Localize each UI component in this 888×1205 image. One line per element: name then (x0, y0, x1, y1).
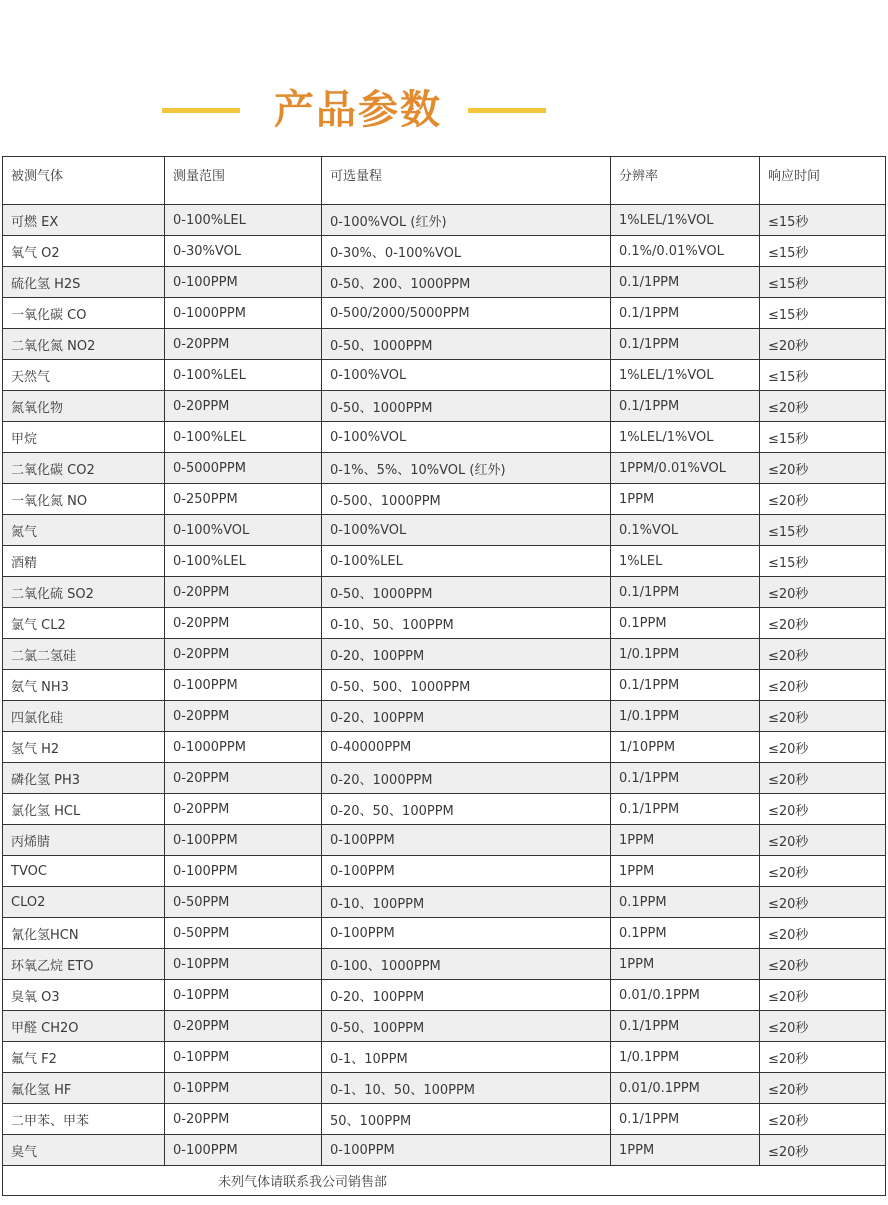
cell-response-time: ≤15秒 (760, 515, 886, 546)
cell-optional-range: 0-20、100PPM (322, 701, 611, 732)
cell-response-time: ≤20秒 (760, 794, 886, 825)
cell-response-time: ≤20秒 (760, 608, 886, 639)
cell-response-time: ≤20秒 (760, 1011, 886, 1042)
cell-measure-range: 0-20PPM (165, 701, 322, 732)
cell-measure-range: 0-100%VOL (165, 515, 322, 546)
cell-response-time: ≤20秒 (760, 391, 886, 422)
cell-response-time: ≤15秒 (760, 360, 886, 391)
cell-response-time: ≤15秒 (760, 298, 886, 329)
cell-measure-range: 0-100PPM (165, 670, 322, 701)
cell-gas: 一氧化氮 NO (3, 484, 165, 515)
cell-optional-range: 0-50、100PPM (322, 1011, 611, 1042)
cell-gas: 丙烯腈 (3, 825, 165, 856)
cell-optional-range: 0-100PPM (322, 918, 611, 949)
table-row (3, 298, 886, 329)
cell-resolution: 0.1/1PPM (611, 1104, 760, 1135)
cell-gas: 氢气 H2 (3, 732, 165, 763)
cell-response-time: ≤20秒 (760, 1073, 886, 1104)
footer-note: 未列气体请联系我公司销售部 (3, 1166, 886, 1196)
cell-resolution: 1PPM (611, 1135, 760, 1166)
cell-optional-range: 0-20、100PPM (322, 980, 611, 1011)
header-optional-range: 可选量程 (322, 157, 611, 205)
cell-resolution: 0.1PPM (611, 887, 760, 918)
table-row (3, 546, 886, 577)
cell-response-time: ≤20秒 (760, 577, 886, 608)
cell-optional-range: 0-100%LEL (322, 546, 611, 577)
cell-optional-range: 0-20、50、100PPM (322, 794, 611, 825)
table-row (3, 856, 886, 887)
cell-resolution: 1%LEL (611, 546, 760, 577)
cell-resolution: 0.1%VOL (611, 515, 760, 546)
cell-optional-range: 0-50、200、1000PPM (322, 267, 611, 298)
cell-resolution: 1/10PPM (611, 732, 760, 763)
header-measure-range: 测量范围 (165, 157, 322, 205)
header-gas: 被测气体 (3, 157, 165, 205)
cell-resolution: 1%LEL/1%VOL (611, 422, 760, 453)
page-title: 产品参数 (274, 86, 442, 133)
table-row (3, 422, 886, 453)
cell-resolution: 1%LEL/1%VOL (611, 360, 760, 391)
cell-resolution: 1/0.1PPM (611, 701, 760, 732)
cell-optional-range: 0-1、10PPM (322, 1042, 611, 1073)
cell-resolution: 0.1/1PPM (611, 763, 760, 794)
cell-measure-range: 0-100%LEL (165, 205, 322, 236)
cell-resolution: 0.1/1PPM (611, 298, 760, 329)
table-row (3, 794, 886, 825)
cell-optional-range: 0-100PPM (322, 825, 611, 856)
cell-gas: 二氧化氮 NO2 (3, 329, 165, 360)
cell-gas: 环氧乙烷 ETO (3, 949, 165, 980)
cell-response-time: ≤20秒 (760, 1042, 886, 1073)
cell-optional-range: 0-500/2000/5000PPM (322, 298, 611, 329)
cell-response-time: ≤15秒 (760, 422, 886, 453)
cell-gas: 氟化氢 HF (3, 1073, 165, 1104)
cell-optional-range: 0-50、500、1000PPM (322, 670, 611, 701)
cell-resolution: 0.1PPM (611, 918, 760, 949)
cell-measure-range: 0-20PPM (165, 391, 322, 422)
table-row (3, 1073, 886, 1104)
cell-gas: 四氯化硅 (3, 701, 165, 732)
cell-response-time: ≤15秒 (760, 267, 886, 298)
cell-optional-range: 0-40000PPM (322, 732, 611, 763)
table-row (3, 701, 886, 732)
cell-optional-range: 0-100、1000PPM (322, 949, 611, 980)
cell-optional-range: 0-10、50、100PPM (322, 608, 611, 639)
table-row (3, 763, 886, 794)
cell-optional-range: 0-1%、5%、10%VOL (红外) (322, 453, 611, 484)
table-row (3, 1011, 886, 1042)
cell-optional-range: 0-20、1000PPM (322, 763, 611, 794)
cell-gas: 酒精 (3, 546, 165, 577)
cell-measure-range: 0-10PPM (165, 1042, 322, 1073)
cell-optional-range: 0-100%VOL (红外) (322, 205, 611, 236)
cell-gas: 臭氧 O3 (3, 980, 165, 1011)
cell-gas: 甲烷 (3, 422, 165, 453)
cell-resolution: 1PPM (611, 856, 760, 887)
cell-gas: 二氯二氢硅 (3, 639, 165, 670)
table-row (3, 949, 886, 980)
cell-gas: 二氧化碳 CO2 (3, 453, 165, 484)
cell-measure-range: 0-50PPM (165, 887, 322, 918)
cell-measure-range: 0-20PPM (165, 763, 322, 794)
cell-measure-range: 0-100%LEL (165, 360, 322, 391)
cell-resolution: 0.1/1PPM (611, 1011, 760, 1042)
cell-resolution: 0.1/1PPM (611, 329, 760, 360)
cell-resolution: 0.1/1PPM (611, 391, 760, 422)
cell-response-time: ≤20秒 (760, 1104, 886, 1135)
table-row (3, 1042, 886, 1073)
table-row (3, 918, 886, 949)
cell-measure-range: 0-100PPM (165, 1135, 322, 1166)
cell-measure-range: 0-20PPM (165, 1011, 322, 1042)
cell-response-time: ≤20秒 (760, 918, 886, 949)
cell-optional-range: 0-50、1000PPM (322, 329, 611, 360)
table-row (3, 236, 886, 267)
title-decoration-right (468, 108, 546, 113)
product-parameters-table (2, 156, 886, 1196)
header-resolution: 分辨率 (611, 157, 760, 205)
table-row (3, 670, 886, 701)
table-row (3, 515, 886, 546)
cell-gas: 二甲苯、甲苯 (3, 1104, 165, 1135)
cell-resolution: 1PPM/0.01%VOL (611, 453, 760, 484)
cell-optional-range: 0-50、1000PPM (322, 577, 611, 608)
cell-gas: 硫化氢 H2S (3, 267, 165, 298)
cell-gas: 氧气 O2 (3, 236, 165, 267)
cell-gas: TVOC (3, 856, 165, 887)
table-row (3, 1135, 886, 1166)
cell-gas: 氯化氢 HCL (3, 794, 165, 825)
cell-measure-range: 0-20PPM (165, 329, 322, 360)
cell-resolution: 0.1PPM (611, 608, 760, 639)
cell-measure-range: 0-1000PPM (165, 732, 322, 763)
cell-response-time: ≤20秒 (760, 825, 886, 856)
cell-response-time: ≤20秒 (760, 701, 886, 732)
cell-measure-range: 0-100%LEL (165, 422, 322, 453)
cell-gas: 天然气 (3, 360, 165, 391)
cell-response-time: ≤20秒 (760, 670, 886, 701)
cell-measure-range: 0-50PPM (165, 918, 322, 949)
cell-gas: 可燃 EX (3, 205, 165, 236)
table-row (3, 608, 886, 639)
cell-optional-range: 0-50、1000PPM (322, 391, 611, 422)
cell-measure-range: 0-20PPM (165, 1104, 322, 1135)
cell-optional-range: 0-1、10、50、100PPM (322, 1073, 611, 1104)
cell-response-time: ≤20秒 (760, 732, 886, 763)
cell-measure-range: 0-30%VOL (165, 236, 322, 267)
cell-response-time: ≤20秒 (760, 856, 886, 887)
table-row (3, 732, 886, 763)
cell-resolution: 1%LEL/1%VOL (611, 205, 760, 236)
cell-gas: 氯气 CL2 (3, 608, 165, 639)
cell-gas: 甲醛 CH2O (3, 1011, 165, 1042)
section-title (0, 82, 888, 142)
cell-resolution: 0.1/1PPM (611, 577, 760, 608)
table-row (3, 887, 886, 918)
table-footer-row (3, 1166, 886, 1196)
cell-resolution: 0.01/0.1PPM (611, 1073, 760, 1104)
cell-response-time: ≤20秒 (760, 329, 886, 360)
cell-gas: 磷化氢 PH3 (3, 763, 165, 794)
table-row (3, 267, 886, 298)
cell-measure-range: 0-5000PPM (165, 453, 322, 484)
table-row (3, 391, 886, 422)
cell-measure-range: 0-100PPM (165, 267, 322, 298)
cell-resolution: 0.01/0.1PPM (611, 980, 760, 1011)
cell-gas: 氮气 (3, 515, 165, 546)
cell-resolution: 1/0.1PPM (611, 639, 760, 670)
table-row (3, 205, 886, 236)
cell-resolution: 0.1%/0.01%VOL (611, 236, 760, 267)
cell-optional-range: 0-100PPM (322, 856, 611, 887)
cell-response-time: ≤20秒 (760, 949, 886, 980)
cell-measure-range: 0-10PPM (165, 980, 322, 1011)
table-row (3, 980, 886, 1011)
cell-measure-range: 0-10PPM (165, 1073, 322, 1104)
cell-measure-range: 0-20PPM (165, 794, 322, 825)
cell-gas: 一氧化碳 CO (3, 298, 165, 329)
cell-optional-range: 50、100PPM (322, 1104, 611, 1135)
table-row (3, 825, 886, 856)
cell-measure-range: 0-1000PPM (165, 298, 322, 329)
cell-optional-range: 0-20、100PPM (322, 639, 611, 670)
table-row (3, 1104, 886, 1135)
table-row (3, 639, 886, 670)
cell-gas: 臭气 (3, 1135, 165, 1166)
cell-response-time: ≤15秒 (760, 205, 886, 236)
cell-measure-range: 0-20PPM (165, 639, 322, 670)
table-row (3, 453, 886, 484)
cell-resolution: 1PPM (611, 825, 760, 856)
cell-measure-range: 0-250PPM (165, 484, 322, 515)
cell-measure-range: 0-100PPM (165, 856, 322, 887)
cell-resolution: 1PPM (611, 484, 760, 515)
table-row (3, 360, 886, 391)
cell-gas: 氨气 NH3 (3, 670, 165, 701)
cell-response-time: ≤20秒 (760, 453, 886, 484)
cell-response-time: ≤20秒 (760, 980, 886, 1011)
cell-optional-range: 0-100%VOL (322, 515, 611, 546)
header-response-time: 响应时间 (760, 157, 886, 205)
cell-optional-range: 0-100PPM (322, 1135, 611, 1166)
cell-resolution: 1/0.1PPM (611, 1042, 760, 1073)
cell-measure-range: 0-100%LEL (165, 546, 322, 577)
cell-measure-range: 0-20PPM (165, 577, 322, 608)
table-row (3, 577, 886, 608)
cell-measure-range: 0-20PPM (165, 608, 322, 639)
cell-gas: 二氧化硫 SO2 (3, 577, 165, 608)
cell-resolution: 0.1/1PPM (611, 267, 760, 298)
cell-response-time: ≤20秒 (760, 887, 886, 918)
table-header-row (3, 157, 886, 205)
cell-response-time: ≤20秒 (760, 763, 886, 794)
cell-optional-range: 0-100%VOL (322, 422, 611, 453)
cell-resolution: 1PPM (611, 949, 760, 980)
cell-response-time: ≤20秒 (760, 484, 886, 515)
table-row (3, 329, 886, 360)
cell-optional-range: 0-30%、0-100%VOL (322, 236, 611, 267)
cell-measure-range: 0-10PPM (165, 949, 322, 980)
cell-gas: 氟气 F2 (3, 1042, 165, 1073)
cell-measure-range: 0-100PPM (165, 825, 322, 856)
table-row (3, 484, 886, 515)
title-decoration-left (162, 108, 240, 113)
cell-response-time: ≤20秒 (760, 1135, 886, 1166)
cell-optional-range: 0-10、100PPM (322, 887, 611, 918)
cell-gas: 氰化氢HCN (3, 918, 165, 949)
cell-gas: 氮氧化物 (3, 391, 165, 422)
cell-response-time: ≤15秒 (760, 236, 886, 267)
cell-optional-range: 0-100%VOL (322, 360, 611, 391)
cell-resolution: 0.1/1PPM (611, 794, 760, 825)
cell-response-time: ≤15秒 (760, 546, 886, 577)
cell-gas: CLO2 (3, 887, 165, 918)
cell-resolution: 0.1/1PPM (611, 670, 760, 701)
cell-response-time: ≤20秒 (760, 639, 886, 670)
cell-optional-range: 0-500、1000PPM (322, 484, 611, 515)
